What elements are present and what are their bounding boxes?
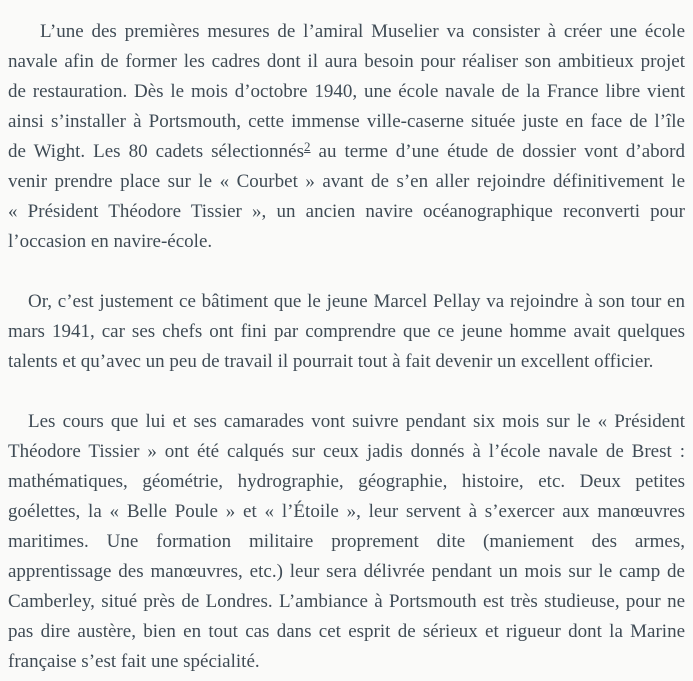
text-line: L’une des premières mesures de l’amiral Muselier va consister à créer une école [40, 21, 685, 42]
text-line: de Wight. Les 80 cadets sélectionnés2 au terme d’une étude de dossier vont d’abord [8, 139, 685, 162]
text-line: française s’est fait une spécialité. [8, 651, 260, 672]
text-line: talents et qu’avec un peu de travail il pourrait tout à fait devenir un excellent officier. [8, 351, 654, 372]
text-line: Camberley, situé près de Londres. L’ambiance à Portsmouth est très studieuse, pour ne [8, 591, 685, 612]
text-line: navale afin de former les cadres dont il aura besoin pour réaliser son ambitieux projet [8, 51, 685, 72]
text-line: de restauration. Dès le mois d’octobre 1940, une école navale de la France libre vient [8, 81, 685, 102]
text-line: goélettes, la « Belle Poule » et « l’Étoile », leur servent à s’exercer aux manœuvres [8, 501, 685, 522]
text-line: pas dire austère, bien en tout cas dans cet esprit de sérieux et rigueur dont la Marine [8, 621, 685, 642]
text-line: Or, c’est justement ce bâtiment que le jeune Marcel Pellay va rejoindre à son tour en [28, 291, 685, 312]
text-line: mars 1941, car ses chefs ont fini par comprendre que ce jeune homme avait quelques [8, 321, 685, 342]
text-line: l’occasion en navire-école. [8, 231, 213, 252]
text-line: apprentissage des manœuvres, etc.) leur sera délivrée pendant un mois sur le camp de [8, 561, 685, 582]
text-line: ainsi s’installer à Portsmouth, cette immense ville-caserne située juste en face de l’île [8, 111, 685, 132]
text-line: mathématiques, géométrie, hydrographie, géographie, histoire, etc. Deux petites [8, 471, 685, 492]
text-segment: de Wight. Les 80 cadets sélectionnés [8, 141, 305, 162]
text-line: Théodore Tissier » ont été calqués sur ceux jadis donnés à l’école navale de Brest : [8, 441, 685, 462]
text-line: venir prendre place sur le « Courbet » avant de s’en aller rejoindre définitivement le [8, 171, 685, 192]
paragraph [8, 17, 685, 257]
paragraph [8, 287, 685, 377]
text-line: maritimes. Une formation militaire proprement dite (maniement des armes, [8, 531, 685, 552]
text-line: « Président Théodore Tissier », un ancien navire océanographique reconverti pour [8, 201, 685, 222]
text-segment: au terme d’une étude de dossier vont d’abord [310, 141, 685, 162]
paragraph [8, 407, 685, 677]
text-line: Les cours que lui et ses camarades vont suivre pendant six mois sur le « Président [28, 411, 685, 432]
